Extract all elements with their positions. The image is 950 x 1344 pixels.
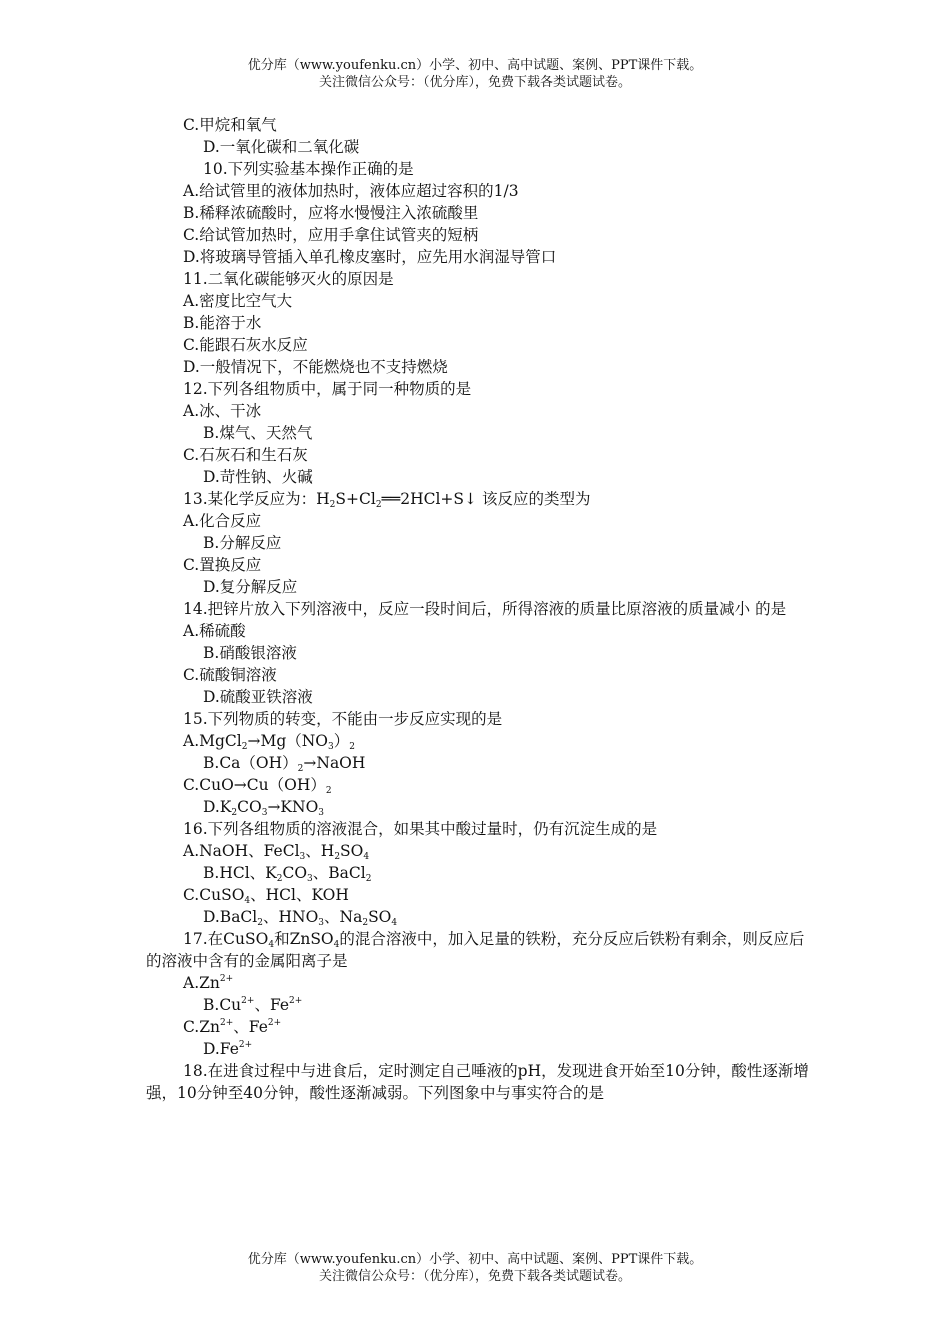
q13-stem: 13.某化学反应为：$H_2S+Cl_2══2HCl+S↓$ 该反应的类型为	[183, 490, 591, 510]
q13-option-b: B.分解反应	[203, 534, 282, 552]
q16-option-d: D.BaCl$_2$、$HNO_3$、$Na_2SO_4$	[203, 908, 398, 928]
q11-option-b: B.能溶于水	[183, 314, 262, 332]
q17-option-d: $D.Fe^{2+}$	[203, 1040, 253, 1058]
q17-option-a: $A.Zn^{2+}$	[183, 974, 234, 992]
q9-option-d: D.一氧化碳和二氧化碳	[203, 138, 360, 156]
q11-stem: 11.二氧化碳能够灭火的原因是	[183, 270, 394, 288]
q16-stem: 16.下列各组物质的溶液混合，如果其中酸过量时，仍有沉淀生成的是	[183, 820, 658, 838]
q13-option-d: D.复分解反应	[203, 578, 298, 596]
q15-option-b: $B.Ca(OH)_2\to NaOH$	[203, 754, 366, 774]
q12-option-c: C.石灰石和生石灰	[183, 446, 308, 464]
q17-stem: 17.在CuSO$_4$和ZnSO$_4$的混合溶液中，加入足量的铁粉，充分反应后铁粉有剩余，则反应后的溶液中含有的金属阳离子是	[146, 930, 805, 970]
footer-line-1: 优分库（www.youfenku.cn）小学、初中、高中试题、案例、PPT课件下载。	[247, 1252, 703, 1267]
q14-option-d: D.硫酸亚铁溶液	[203, 688, 313, 706]
q15-option-d: $D.K_2CO_3\to KNO_3$	[203, 798, 325, 818]
q15-stem: 15.下列物质的转变，不能由一步反应实现的是	[183, 710, 503, 728]
q10-option-a: A.给试管里的液体加热时，液体应超过容积的1/3	[183, 182, 519, 200]
q12-option-d: D.苛性钠、火碱	[203, 468, 313, 486]
q16-option-b: B.HCl、$K_2CO_3$、BaCl$_2$	[203, 864, 372, 884]
q11-option-d: D.一般情况下，不能燃烧也不支持燃烧	[183, 358, 448, 376]
q15-option-a: $A.MgCl_2\to Mg(NO_3)_2$	[183, 732, 356, 752]
q11-option-a: A.密度比空气大	[183, 292, 293, 310]
q11-option-c: C.能跟石灰水反应	[183, 336, 308, 354]
q9-option-c: C.甲烷和氧气	[183, 116, 277, 134]
q14-option-b: B.硝酸银溶液	[203, 644, 297, 662]
q13-option-c: C.置换反应	[183, 556, 262, 574]
footer-line-2: 关注微信公众号：（优分库），免费下载各类试题试卷。	[318, 1269, 631, 1284]
q17-option-b: $B.Cu^{2+}$、$Fe^{2+}$	[203, 996, 303, 1014]
q10-stem: 10.下列实验基本操作正确的是	[203, 160, 414, 178]
q10-option-b: B.稀释浓硫酸时，应将水慢慢注入浓硫酸里	[183, 204, 479, 222]
q10-option-c: C.给试管加热时，应用手拿住试管夹的短柄	[183, 226, 479, 244]
q10-option-d: D.将玻璃导管插入单孔橡皮塞时，应先用水润湿导管口	[183, 248, 557, 266]
header-line-1: 优分库（www.youfenku.cn）小学、初中、高中试题、案例、PPT课件下载。	[247, 58, 703, 73]
q14-option-a: A.稀硫酸	[183, 622, 246, 640]
page-footer	[0, 1251, 950, 1285]
q12-option-b: B.煤气、天然气	[203, 424, 313, 442]
q14-option-c: C.硫酸铜溶液	[183, 666, 277, 684]
q16-option-a: A.NaOH、FeCl$_3$、$H_2SO_4$	[183, 842, 370, 862]
header-line-2: 关注微信公众号：（优分库），免费下载各类试题试卷。	[318, 75, 631, 90]
q13-option-a: A.化合反应	[183, 512, 262, 530]
q16-option-c: C.CuSO$_4$、HCl、KOH	[183, 886, 349, 906]
q17-option-c: $C.Zn^{2+}$、$Fe^{2+}$	[183, 1018, 282, 1036]
q12-stem: 12.下列各组物质中，属于同一种物质的是	[183, 380, 472, 398]
q15-option-c: $C.CuO\to Cu(OH)_2$	[183, 776, 332, 796]
q18-stem: 18.在进食过程中与进食后，定时测定自己唾液的pH，发现进食开始至10分钟，酸性逐渐增强，10分钟至40分钟，酸性逐渐减弱。下列图象中与事实符合的是	[146, 1062, 809, 1102]
q14-stem: 14.把锌片放入下列溶液中，反应一段时间后，所得溶液的质量比原溶液的质量减小 的是	[183, 600, 787, 618]
page-header	[0, 57, 950, 91]
q12-option-a: A.冰、干冰	[183, 402, 262, 420]
document-body	[146, 114, 816, 1104]
